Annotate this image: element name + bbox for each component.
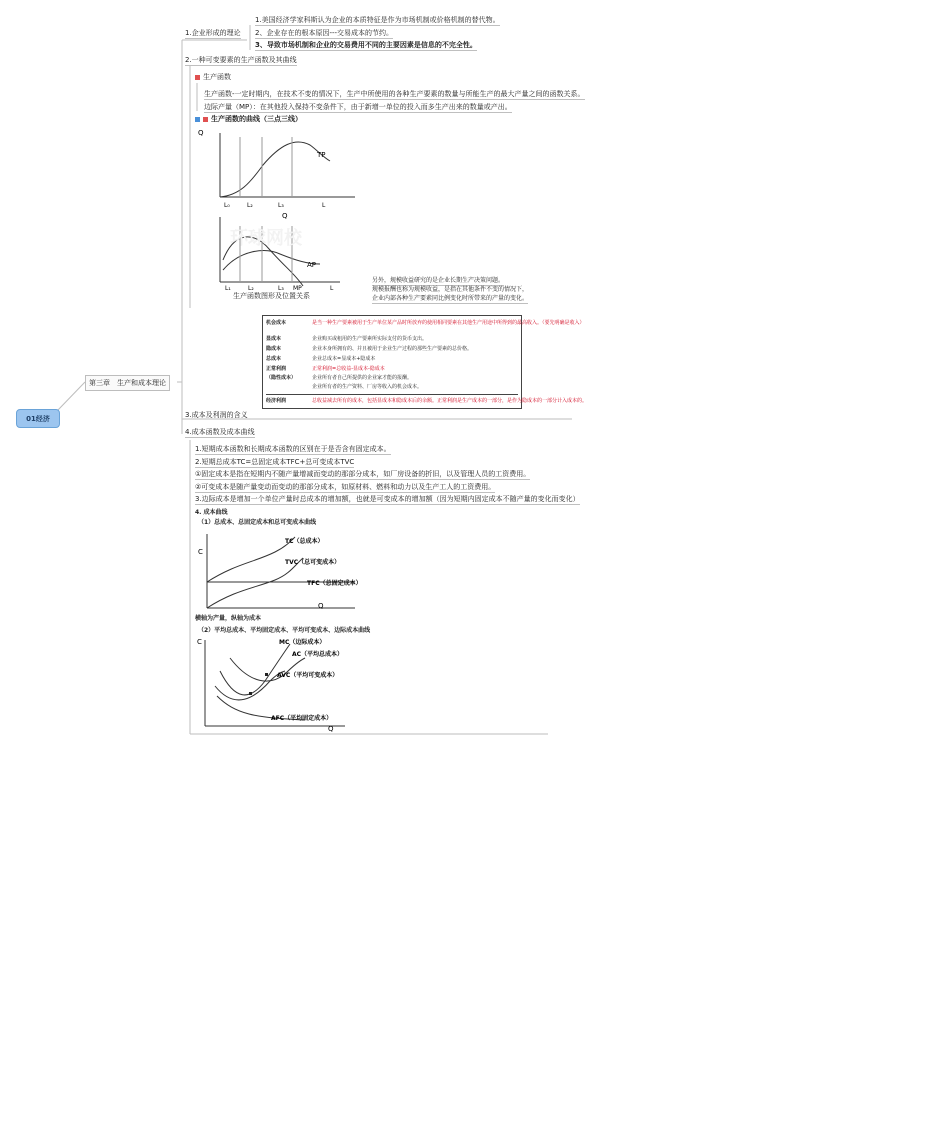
flag-icon (203, 117, 208, 122)
s1-item-1: 1.美国经济学家科斯认为企业的本质特征是作为市场机制或价格机制的替代物。 (255, 16, 500, 24)
tp-tick-3: L₃ (278, 202, 284, 209)
tc-chart (195, 530, 385, 612)
ac-label: AC（平均总成本） (292, 651, 344, 658)
mc-ac-intersection (265, 673, 268, 676)
ap-curve (223, 251, 320, 270)
s2-note-2: 规模报酬也称为规模收益，是指在其他条件不变的情况下， (372, 286, 529, 293)
mc-curve (220, 644, 290, 695)
chart3-sub: （1）总成本、总固定成本和总可变成本曲线 (198, 519, 317, 526)
s4-item-4: ②可变成本是随产量变动而变动的那部分成本，如原材料、燃料和动力以及生产工人的工资费用。 (195, 483, 496, 491)
avc-curve (215, 671, 285, 700)
tvc-label: TVC（总可变成本） (285, 559, 341, 566)
ap-tick-2: L₂ (248, 285, 254, 292)
cost-curves-chart (195, 636, 385, 732)
tc-curve (207, 537, 295, 582)
s2-sub2-title: 生产函数的曲线（三点三线） (195, 116, 302, 123)
tc-x-label: Q (318, 602, 324, 610)
tc-y-label: C (198, 548, 203, 556)
tp-x-caption: Q (282, 212, 288, 220)
s4-item-2: 2.短期总成本TC=总固定成本TFC+总可变成本TVC (195, 458, 355, 466)
cost-y-label: C (197, 638, 202, 646)
ap-tick-1: L₁ (225, 285, 231, 292)
cost-definition-table (262, 315, 588, 409)
chart4-sub: （2）平均总成本、平均固定成本、平均可变成本、边际成本曲线 (198, 627, 371, 634)
ap-tick-5: L (330, 285, 334, 292)
table-row: （隐性成本） 企业所有者自己所提供的企业家才能的报酬。 (266, 375, 413, 381)
watermark: 环球网校 (230, 228, 302, 249)
tp-tick-1: L₀ (224, 202, 230, 209)
table-row: 企业所有者的生产资料、厂房等收入的机会成本。 (312, 384, 423, 390)
chapter-label: 第三章 生产和成本理论 (89, 379, 166, 387)
s2-sub1-title: 生产函数 (195, 74, 231, 81)
s2-note-1: 另外，规模收益研究的是企业长期生产决策问题。 (372, 277, 505, 284)
chart3-foot: 横轴为产量，纵轴为成本 (195, 615, 262, 622)
ap-tick-4: MP (293, 285, 302, 292)
table-row: 显成本 企业购买或租用的生产要素所实际支付的货币支出。 (266, 336, 428, 342)
info-icon (195, 117, 200, 122)
mc-avc-intersection (249, 692, 252, 695)
chart3-head: 4. 成本曲线 (195, 509, 228, 516)
chart2-caption: 生产函数图形及位置关系 (233, 292, 310, 300)
s2-sub1-item-2: 边际产量（MP）：在其他投入保持不变条件下，由于新增一单位的投入而多生产出来的数量或产出。 (204, 103, 512, 111)
s4-item-3: ①固定成本是指在短期内不随产量增减而变动的那部分成本，如厂房设备的折旧，以及管理人员的工资费用。 (195, 470, 531, 478)
s2-note-3: 企业内部各种生产要素同比例变化时所带来的产量的变化。 (372, 295, 529, 302)
root-label: 01经济 (26, 414, 50, 423)
tfc-label: TFC（总固定成本） (307, 580, 362, 587)
tp-y-label: Q (198, 129, 204, 137)
cost-x-label: Q (328, 725, 334, 733)
tp-tick-2: L₂ (247, 202, 253, 209)
s1-item-2: 2、企业存在的根本原因---交易成本的节约。 (255, 29, 394, 37)
avc-label: AVC（平均可变成本） (277, 672, 339, 679)
mc-label: MC（边际成本） (279, 639, 326, 646)
tp-chart (195, 125, 365, 220)
chapter-node[interactable] (85, 375, 170, 391)
table-row: 经济利润 总收益减去所有的成本，包括显成本和隐成本后的余额。正常利润是生产成本的一部分，是作为隐成本的一部分计入成本的。 (266, 394, 518, 404)
root-node[interactable] (16, 409, 60, 428)
section-1-label[interactable]: 1.企业形成的理论 (185, 29, 241, 37)
section-2-label[interactable]: 2.一种可变要素的生产函数及其曲线 (185, 56, 297, 64)
s2-sub1-item-1: 生产函数-一定时期内，在技术不变的情况下，生产中所使用的各种生产要素的数量与所能生产的最大产量之间的函数关系。 (204, 90, 585, 98)
s1-item-3: 3、导致市场机制和企业的交易费用不同的主要因素是信息的不完全性。 (255, 41, 477, 49)
section-4-label[interactable]: 4.成本函数及成本曲线 (185, 428, 255, 436)
table-row: 正常利润 正常利润=总收益-显成本-隐成本 (266, 366, 385, 372)
table-row: 总成本 企业总成本=显成本+隐成本 (266, 356, 376, 362)
ap-curve-label: AP (307, 261, 317, 269)
tc-label: TC（总成本） (285, 538, 324, 545)
tp-curve (220, 142, 330, 197)
s4-item-1: 1.短期成本函数和长期成本函数的区别在于是否含有固定成本。 (195, 445, 391, 453)
tp-tick-4: L (322, 202, 326, 209)
section-3-label[interactable]: 3.成本及利润的含义 (185, 411, 248, 419)
ap-tick-3: L₃ (278, 285, 284, 292)
afc-label: AFC（平均固定成本） (271, 715, 333, 722)
s4-item-5: 3.边际成本是增加一个单位产量时总成本的增加额，也就是可变成本的增加额（因为短期内固定成本不随产量的变化而变化） (195, 495, 580, 503)
table-row: 隐成本 企业本身所拥有的、并且被用于企业生产过程的那些生产要素的总价格。 (266, 346, 473, 352)
tp-curve-label: TP (317, 151, 326, 159)
priority-icon (195, 75, 200, 80)
table-row: 机会成本 是当一种生产要素被用于生产单位某产品时所放弃的使用相同要素在其他生产用途中所得到的最高收入。（要先明确是收入） (266, 320, 585, 326)
